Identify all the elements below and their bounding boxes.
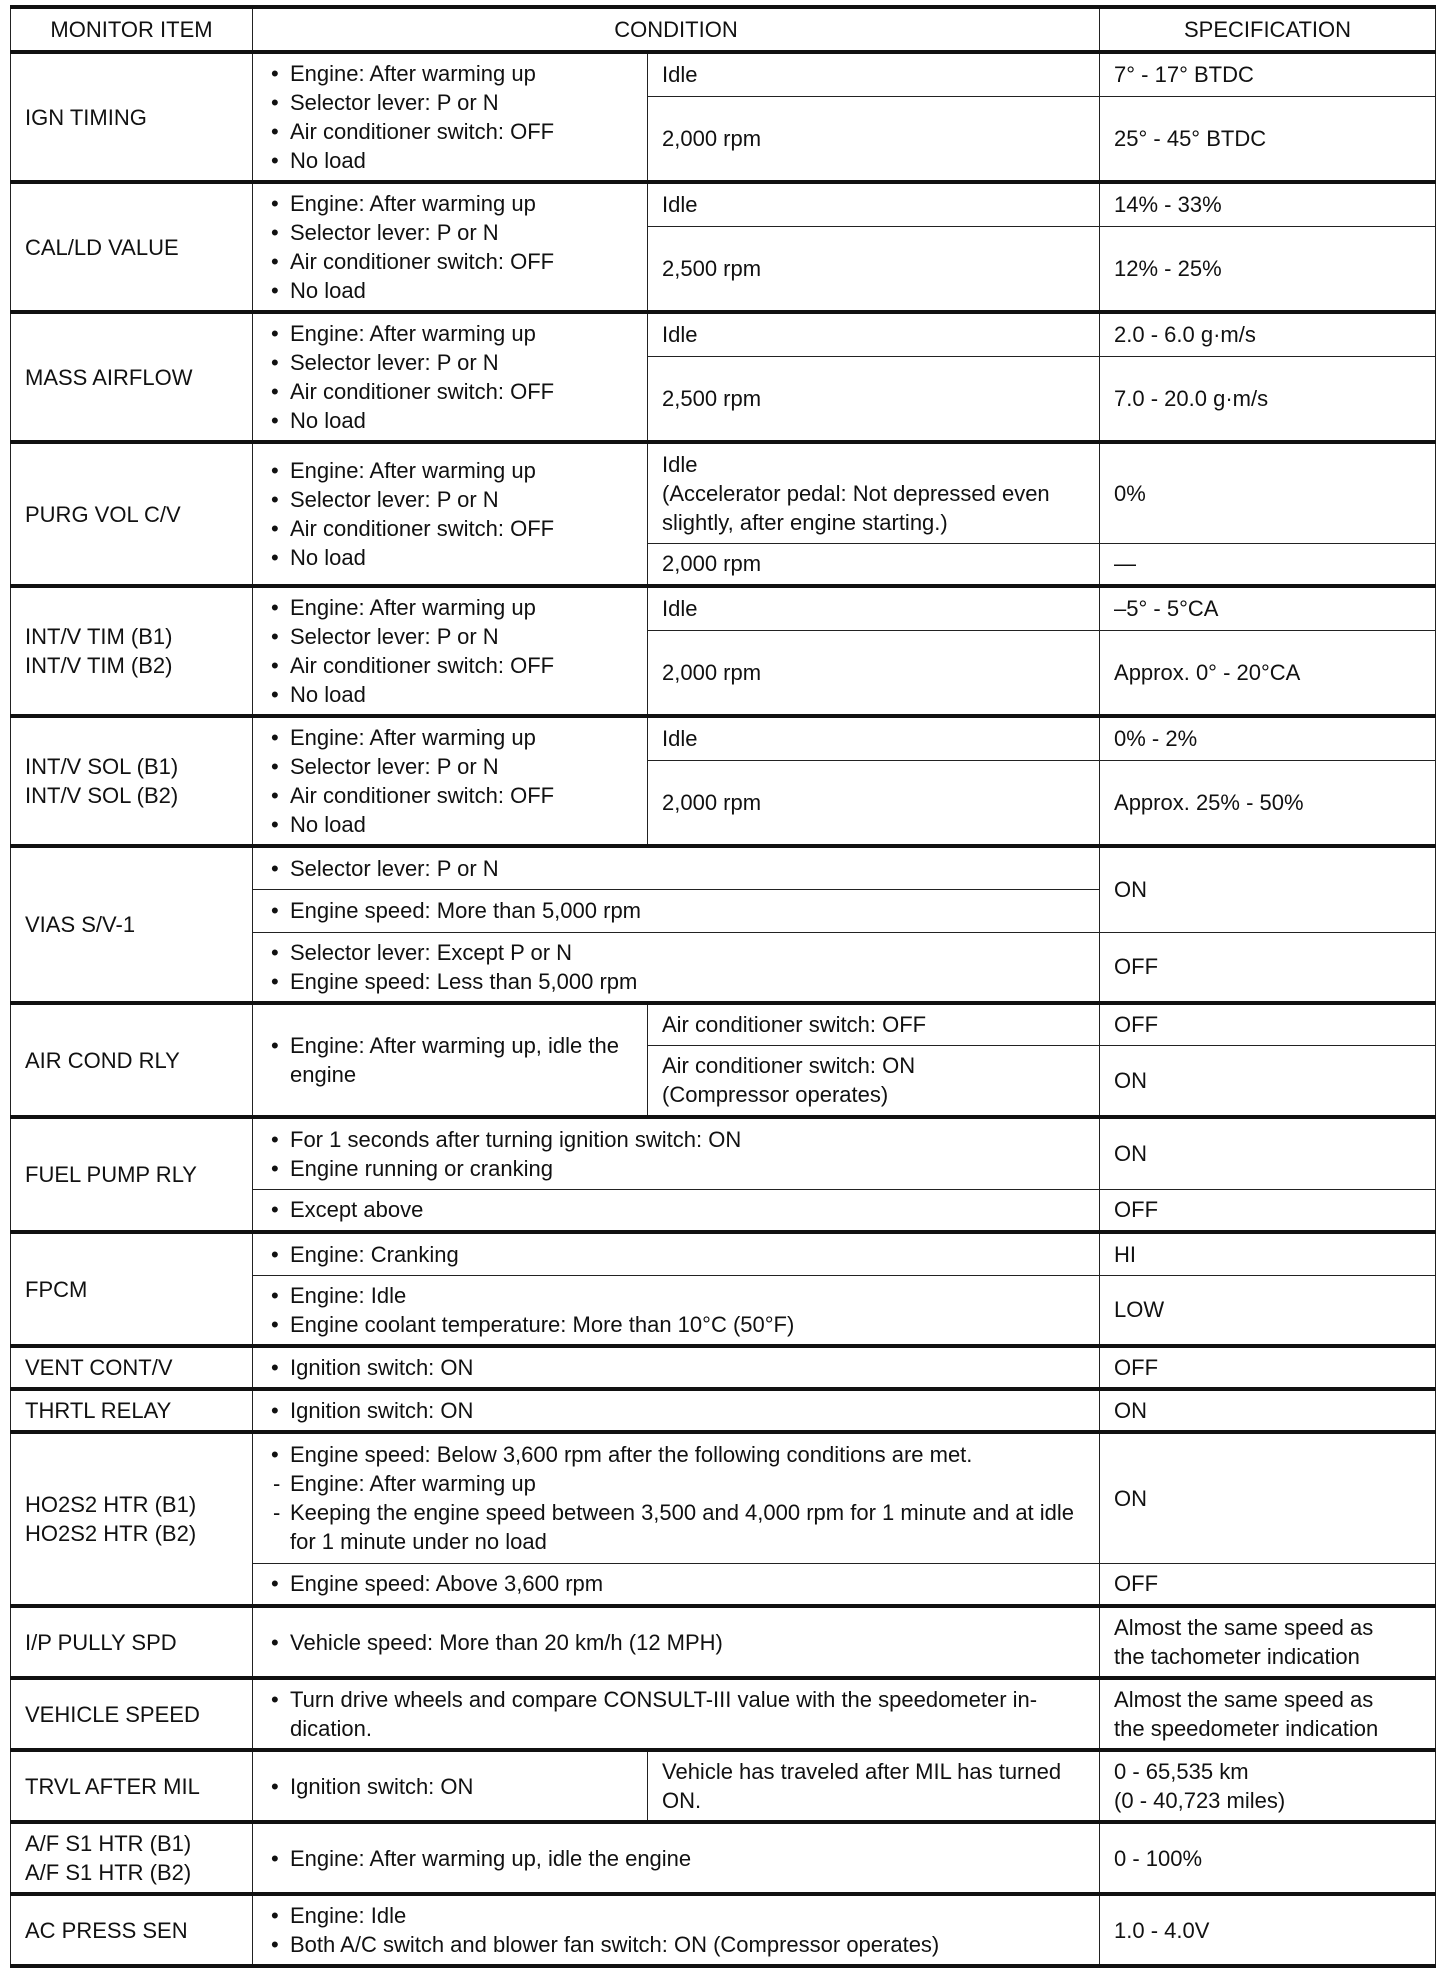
condition-bullet: • Selector lever: Except P or N [267, 938, 1085, 967]
specification-value: ON [1100, 1432, 1436, 1563]
condition-bullet: • Vehicle speed: More than 20 km/h (12 MPH) [267, 1628, 1085, 1657]
condition-list [253, 1432, 1100, 1563]
specification-line: the tachometer indication [1114, 1644, 1360, 1669]
condition-list [253, 932, 1100, 1003]
monitor-item-line: INT/V SOL (B2) [25, 783, 179, 808]
condition-bullet: • Selector lever: P or N [267, 348, 633, 377]
header-monitor-item: MONITOR ITEM [11, 7, 253, 52]
specification-value: OFF [1100, 932, 1436, 1003]
condition-list [253, 1606, 1100, 1678]
condition-bullet: • Engine: After warming up [267, 319, 633, 348]
condition-bullet: • Selector lever: P or N [267, 485, 633, 514]
condition-bullet [267, 1685, 1085, 1743]
condition-bullet: • Engine speed: Less than 5,000 rpm [267, 967, 1085, 996]
specification-value: Approx. 0° - 20°CA [1100, 630, 1436, 716]
sub-condition-line: Vehicle has traveled after MIL has turned [662, 1759, 1062, 1784]
table-row [11, 442, 1436, 543]
specification-value [1100, 1606, 1436, 1678]
table-row [11, 1606, 1436, 1678]
monitor-item: VENT CONT/V [11, 1346, 253, 1389]
specification-value: LOW [1100, 1275, 1436, 1346]
sub-condition-line: (Accelerator pedal: Not depressed even [662, 480, 1050, 506]
sub-condition: 2,000 rpm [648, 630, 1100, 716]
condition-bullet: • Engine: Idle [267, 1281, 1085, 1310]
table-row [11, 1389, 1436, 1432]
specification-line: 0 - 65,535 km [1114, 1759, 1249, 1784]
condition-bullet: • Engine speed: Below 3,600 rpm after the following conditions are met. [267, 1440, 1085, 1469]
sub-condition: 2,500 rpm [648, 356, 1100, 442]
condition-list [253, 846, 1100, 889]
condition-bullet: • Air conditioner switch: OFF [267, 651, 633, 680]
sub-condition: Idle [648, 716, 1100, 760]
specification-value: 7.0 - 20.0 g·m/s [1100, 356, 1436, 442]
monitor-item: IGN TIMING [11, 52, 253, 182]
sub-condition [648, 442, 1100, 543]
monitor-item [11, 716, 253, 846]
condition-list [253, 586, 648, 716]
condition-bullet: • No load [267, 146, 633, 175]
sub-condition: Air conditioner switch: OFF [648, 1003, 1100, 1045]
specification-line: Almost the same speed as [1114, 1615, 1374, 1640]
monitor-item: MASS AIRFLOW [11, 312, 253, 442]
condition-bullet: • Ignition switch: ON [267, 1353, 1085, 1382]
condition-list [253, 1894, 1100, 1966]
table-row [11, 1003, 1436, 1045]
condition-bullet: • No load [267, 680, 633, 709]
specification-value: ON [1100, 1117, 1436, 1189]
sub-condition-line: slightly, after engine starting.) [662, 509, 948, 535]
condition-line: dication. [290, 1716, 372, 1741]
table-row [11, 1346, 1436, 1389]
condition-bullet: • Selector lever: P or N [267, 218, 633, 247]
specification-value: 2.0 - 6.0 g·m/s [1100, 312, 1436, 356]
condition-bullet: • For 1 seconds after turning ignition switch: ON [267, 1125, 1085, 1154]
condition-bullet: • Engine: After warming up [267, 723, 633, 752]
condition-bullet: • Except above [267, 1195, 1085, 1224]
specification-value: 0% [1100, 442, 1436, 543]
condition-bullet: • No load [267, 276, 633, 305]
table-row [11, 586, 1436, 630]
condition-line: engine [290, 1062, 357, 1087]
sub-condition [648, 1045, 1100, 1117]
condition-bullet: • Engine: After warming up [267, 189, 633, 218]
condition-list [253, 889, 1100, 932]
specification-value: OFF [1100, 1563, 1436, 1606]
sub-condition-line: Idle [662, 451, 698, 477]
condition-list [253, 182, 648, 312]
condition-list [253, 1678, 1100, 1750]
condition-bullet: • Engine speed: More than 5,000 rpm [267, 896, 1085, 925]
sub-condition: 2,000 rpm [648, 543, 1100, 586]
condition-bullet: • Both A/C switch and blower fan switch: ON (Compressor operates) [267, 1930, 1085, 1959]
monitor-item: VEHICLE SPEED [11, 1678, 253, 1750]
monitor-item: FUEL PUMP RLY [11, 1117, 253, 1232]
specification-value: 7° - 17° BTDC [1100, 52, 1436, 96]
specification-line: Almost the same speed as [1114, 1687, 1374, 1712]
specification-line: the speedometer indication [1114, 1716, 1379, 1741]
condition-list [253, 442, 648, 586]
condition-list [253, 1822, 1100, 1894]
sub-condition [648, 1750, 1100, 1822]
specification-value: 25° - 45° BTDC [1100, 96, 1436, 182]
specification-value: ON [1100, 1045, 1436, 1117]
condition-bullet: • Air conditioner switch: OFF [267, 377, 633, 406]
specification-value: OFF [1100, 1346, 1436, 1389]
monitor-item: AIR COND RLY [11, 1003, 253, 1117]
condition-bullet: • Ignition switch: ON [267, 1396, 1085, 1425]
table-row [11, 182, 1436, 226]
condition-list [253, 1346, 1100, 1389]
monitor-item [11, 1822, 253, 1894]
condition-list [253, 1232, 1100, 1275]
header-condition: CONDITION [253, 7, 1100, 52]
condition-list [253, 1563, 1100, 1606]
specification-line: (0 - 40,723 miles) [1114, 1788, 1286, 1813]
condition-list [253, 1275, 1100, 1346]
condition-bullet: • Air conditioner switch: OFF [267, 514, 633, 543]
specification-value: –5° - 5°CA [1100, 586, 1436, 630]
monitor-item-line: INT/V TIM (B1) [25, 624, 173, 649]
table-row [11, 1750, 1436, 1822]
condition-bullet: • Engine coolant temperature: More than 10°C (50°F) [267, 1310, 1085, 1339]
condition-subitem: - Keeping the engine speed between 3,500 and 4,000 rpm for 1 minute and at idle for 1 minute under no load [267, 1498, 1085, 1556]
condition-bullet [267, 1031, 633, 1089]
monitor-item: FPCM [11, 1232, 253, 1346]
monitor-item: CAL/LD VALUE [11, 182, 253, 312]
header-specification: SPECIFICATION [1100, 7, 1436, 52]
specification-value: OFF [1100, 1189, 1436, 1232]
condition-list [253, 1117, 1100, 1189]
sub-condition: Idle [648, 182, 1100, 226]
condition-bullet: • Engine speed: Above 3,600 rpm [267, 1569, 1085, 1598]
monitor-item: PURG VOL C/V [11, 442, 253, 586]
monitor-item: VIAS S/V-1 [11, 846, 253, 1003]
table-row [11, 1894, 1436, 1966]
condition-list [253, 1189, 1100, 1232]
condition-bullet: • Engine: Cranking [267, 1240, 1085, 1269]
condition-bullet: • Engine: Idle [267, 1901, 1085, 1930]
specification-value: 0% - 2% [1100, 716, 1436, 760]
condition-bullet: • Air conditioner switch: OFF [267, 117, 633, 146]
specification-value [1100, 1750, 1436, 1822]
specification-value: Approx. 25% - 50% [1100, 760, 1436, 846]
table-row [11, 312, 1436, 356]
condition-bullet: • Ignition switch: ON [267, 1772, 633, 1801]
sub-condition: 2,000 rpm [648, 96, 1100, 182]
monitor-item: I/P PULLY SPD [11, 1606, 253, 1678]
specification-value [1100, 1678, 1436, 1750]
monitor-item-line: HO2S2 HTR (B2) [25, 1521, 197, 1546]
monitor-item: THRTL RELAY [11, 1389, 253, 1432]
monitor-item-line: HO2S2 HTR (B1) [25, 1492, 197, 1517]
specification-value: ON [1100, 846, 1436, 932]
sub-condition-line: ON. [662, 1788, 702, 1813]
table-row [11, 716, 1436, 760]
table-row [11, 52, 1436, 96]
monitor-item-line: A/F S1 HTR (B2) [25, 1860, 192, 1885]
condition-bullet: • Air conditioner switch: OFF [267, 781, 633, 810]
condition-line: • Engine: After warming up, idle the [290, 1033, 619, 1058]
condition-bullet: • No load [267, 406, 633, 435]
monitor-item-line: INT/V SOL (B1) [25, 754, 179, 779]
sub-condition: 2,500 rpm [648, 226, 1100, 312]
monitor-item [11, 1432, 253, 1606]
condition-subitem: - Engine: After warming up [267, 1469, 1085, 1498]
condition-bullet: • No load [267, 810, 633, 839]
specification-value: OFF [1100, 1003, 1436, 1045]
condition-bullet: • Engine: After warming up [267, 59, 633, 88]
condition-list [253, 1003, 648, 1117]
sub-condition-line: (Compressor operates) [662, 1082, 889, 1108]
table-row [11, 846, 1436, 889]
monitor-item: AC PRESS SEN [11, 1894, 253, 1966]
specification-value: 14% - 33% [1100, 182, 1436, 226]
specification-value: ON [1100, 1389, 1436, 1432]
specification-value: 1.0 - 4.0V [1100, 1894, 1436, 1966]
condition-bullet: • Engine running or cranking [267, 1154, 1085, 1183]
specification-value: 12% - 25% [1100, 226, 1436, 312]
condition-bullet: • Selector lever: P or N [267, 622, 633, 651]
specification-value: HI [1100, 1232, 1436, 1275]
condition-list [253, 716, 648, 846]
condition-list [253, 312, 648, 442]
table-row [11, 1432, 1436, 1563]
condition-list [253, 1389, 1100, 1432]
condition-bullet: • Engine: After warming up, idle the engine [267, 1844, 1085, 1873]
condition-list [253, 52, 648, 182]
sub-condition: Idle [648, 312, 1100, 356]
condition-bullet: • Selector lever: P or N [267, 88, 633, 117]
sub-condition-line: Air conditioner switch: ON [662, 1053, 916, 1079]
specification-value: 0 - 100% [1100, 1822, 1436, 1894]
monitor-item [11, 586, 253, 716]
monitor-spec-table [10, 5, 1436, 1968]
condition-bullet: • Air conditioner switch: OFF [267, 247, 633, 276]
condition-bullet: • No load [267, 543, 633, 572]
sub-condition: Idle [648, 586, 1100, 630]
table-row [11, 1232, 1436, 1275]
table-row [11, 1117, 1436, 1189]
condition-bullet: • Selector lever: P or N [267, 752, 633, 781]
condition-bullet: • Engine: After warming up [267, 593, 633, 622]
monitor-item-line: A/F S1 HTR (B1) [25, 1831, 192, 1856]
monitor-item: TRVL AFTER MIL [11, 1750, 253, 1822]
condition-bullet: • Selector lever: P or N [267, 854, 1085, 883]
specification-value: — [1100, 543, 1436, 586]
table-row [11, 1822, 1436, 1894]
header-row [11, 7, 1436, 52]
condition-bullet: • Engine: After warming up [267, 456, 633, 485]
sub-condition: Idle [648, 52, 1100, 96]
condition-list [253, 1750, 648, 1822]
monitor-item-line: INT/V TIM (B2) [25, 653, 173, 678]
table-row [11, 1678, 1436, 1750]
condition-line: • Turn drive wheels and compare CONSULT-III value with the speedometer in- [290, 1687, 1038, 1712]
sub-condition: 2,000 rpm [648, 760, 1100, 846]
